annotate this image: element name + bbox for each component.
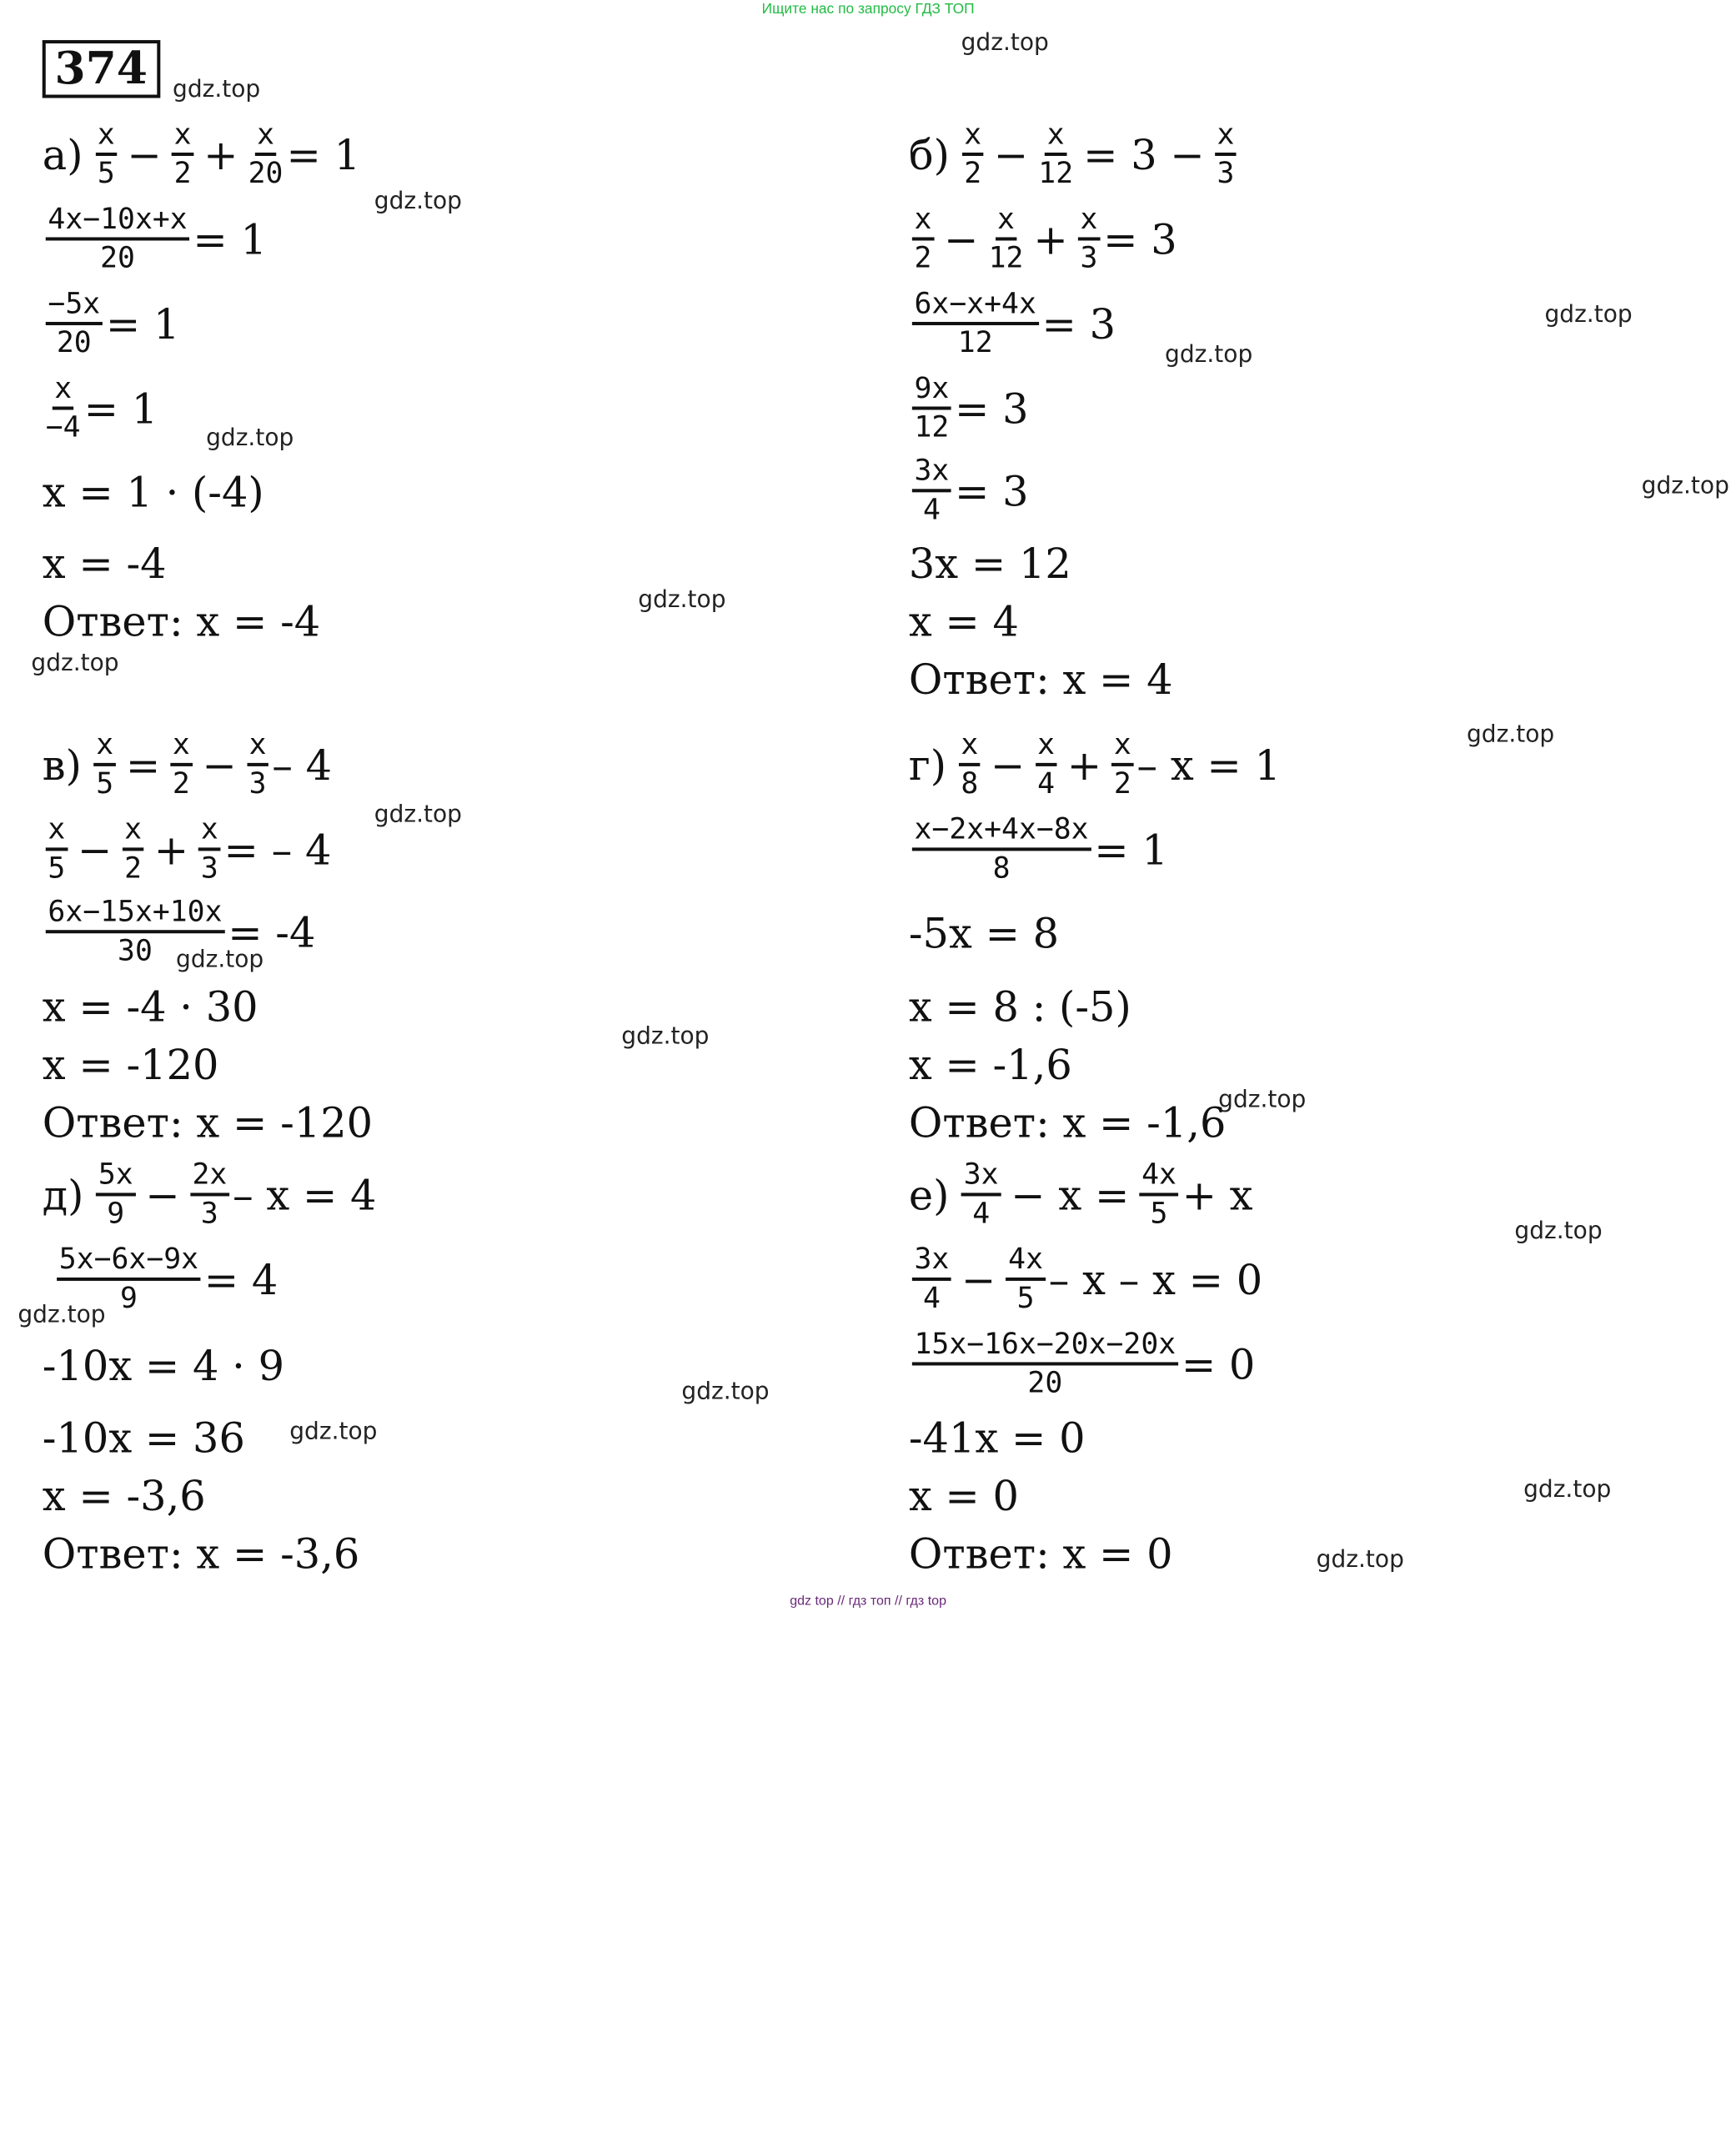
- fraction: $\frac{3x}{4}$: [912, 1245, 951, 1315]
- watermark: gdz.top: [18, 1300, 106, 1328]
- d-eq1: д) $\frac{5x}{9}$ − $\frac{2x}{3}$ – x = 4: [42, 1158, 377, 1232]
- fraction: $\frac{x}{8}$: [959, 731, 981, 801]
- watermark: gdz.top: [638, 585, 726, 613]
- fraction: $\frac{4x}{5}$: [1139, 1161, 1178, 1231]
- a-eq5: x = 1 · (-4): [42, 469, 264, 517]
- v-eq2: $\frac{x}{5}$ − $\frac{x}{2}$ + $\frac{x}{3}$ = – 4: [43, 816, 332, 886]
- fraction: $\frac{4x-10x+x}{20}$: [46, 205, 190, 275]
- a-eq2: $\frac{4x-10x+x}{20}$ = 1: [43, 205, 267, 275]
- fraction: $\frac{x}{2}$: [172, 120, 193, 190]
- a-eq6: x = -4: [42, 540, 167, 589]
- watermark: gdz.top: [206, 424, 294, 451]
- watermark: gdz.top: [374, 187, 462, 214]
- e-eq5: x = 0: [908, 1472, 1019, 1521]
- fraction: $\frac{x}{3}$: [1215, 120, 1237, 190]
- g-eq4: x = 8 : (-5): [908, 983, 1131, 1032]
- top-banner: Ищите нас по запросу ГДЗ ТОП: [761, 0, 975, 18]
- g-eq2: $\frac{x-2x+4x-8x}{8}$ = 1: [909, 816, 1168, 886]
- d-answer: Ответ: x = -3,6: [42, 1530, 360, 1579]
- v-eq5: x = -120: [42, 1041, 219, 1090]
- fraction: $\frac{x}{3}$: [198, 816, 220, 886]
- fraction: $\frac{2x}{3}$: [190, 1161, 229, 1231]
- e-eq1: е) $\frac{3x}{4}$ − x = $\frac{4x}{5}$ + x: [908, 1158, 1253, 1232]
- fraction: $\frac{6x-15x+10x}{30}$: [46, 897, 224, 967]
- part-label: д): [42, 1171, 84, 1220]
- fraction: $\frac{x}{3}$: [247, 731, 268, 801]
- fraction: $\frac{x}{12}$: [988, 203, 1024, 276]
- watermark: gdz.top: [1218, 1086, 1307, 1113]
- part-label: а): [42, 131, 83, 179]
- b-eq6: 3x = 12: [908, 540, 1071, 589]
- fraction: $\frac{x}{5}$: [94, 731, 116, 801]
- watermark: gdz.top: [374, 801, 462, 828]
- fraction: $\frac{-5x}{20}$: [46, 289, 103, 359]
- fraction: $\frac{3x}{4}$: [912, 457, 951, 527]
- watermark: gdz.top: [1641, 472, 1729, 500]
- g-eq5: x = -1,6: [908, 1041, 1072, 1090]
- e-eq4: -41x = 0: [908, 1414, 1086, 1463]
- fraction: $\frac{9x}{12}$: [912, 374, 951, 444]
- watermark: gdz.top: [621, 1022, 710, 1050]
- exercise-number: 374: [43, 40, 160, 98]
- watermark: gdz.top: [289, 1418, 378, 1445]
- e-answer: Ответ: x = 0: [908, 1530, 1173, 1579]
- part-label: е): [908, 1171, 950, 1220]
- v-eq4: x = -4 · 30: [42, 983, 258, 1032]
- v-eq1: в) $\frac{x}{5}$ = $\frac{x}{2}$ − $\frac{x}{3}$ – 4: [42, 728, 333, 801]
- fraction: $\frac{x}{20}$: [248, 118, 283, 191]
- d-eq3: -10x = 4 · 9: [42, 1342, 285, 1390]
- d-eq5: x = -3,6: [42, 1472, 206, 1521]
- v-eq3: $\frac{6x-15x+10x}{30}$ = -4: [43, 897, 316, 967]
- fraction: $\frac{x}{2}$: [962, 120, 984, 190]
- b-answer: Ответ: x = 4: [908, 655, 1173, 705]
- fraction: $\frac{15x-16x-20x-20x}{20}$: [912, 1330, 1178, 1400]
- fraction: $\frac{x}{-4}$: [45, 372, 81, 445]
- part-label: в): [42, 741, 82, 790]
- fraction: $\frac{5x}{9}$: [96, 1161, 135, 1231]
- e-eq3: $\frac{15x-16x-20x-20x}{20}$ = 0: [909, 1330, 1256, 1400]
- fraction: $\frac{3x}{4}$: [961, 1161, 1001, 1231]
- fraction: $\frac{4x}{5}$: [1006, 1245, 1045, 1315]
- fraction: $\frac{x}{2}$: [912, 205, 934, 275]
- watermark: gdz.top: [176, 945, 264, 972]
- watermark: gdz.top: [961, 28, 1049, 56]
- v-answer: Ответ: x = -120: [42, 1099, 374, 1147]
- b-eq1: б) $\frac{x}{2}$ − $\frac{x}{12}$ = 3 − $\frac{x}{3}$: [909, 120, 1240, 190]
- watermark: gdz.top: [1514, 1217, 1603, 1244]
- part-label: г): [908, 741, 947, 790]
- g-eq1: г) $\frac{x}{8}$ − $\frac{x}{4}$ + $\frac{x}{2}$ – x = 1: [908, 728, 1281, 801]
- fraction: $\frac{x}{5}$: [46, 816, 68, 886]
- fraction: $\frac{x}{12}$: [1038, 118, 1074, 191]
- fraction: $\frac{x}{3}$: [1078, 205, 1100, 275]
- fraction: $\frac{6x-x+4x}{12}$: [912, 289, 1039, 359]
- bottom-banner: gdz top // гдз топ // гдз top: [790, 1592, 946, 1609]
- a-eq4: $\frac{x}{-4}$ = 1: [45, 372, 158, 445]
- fraction: $\frac{x}{4}$: [1035, 731, 1056, 801]
- fraction: $\frac{x}{2}$: [170, 731, 192, 801]
- a-eq1: а) $\frac{x}{5}$ − $\frac{x}{2}$ + $\frac{x}{20}$ = 1: [42, 118, 361, 191]
- e-eq2: $\frac{3x}{4}$ − $\frac{4x}{5}$ – x – x = 0: [909, 1245, 1262, 1315]
- a-answer: Ответ: x = -4: [42, 598, 321, 646]
- b-eq3: $\frac{6x-x+4x}{12}$ = 3: [909, 289, 1116, 359]
- g-eq3: -5x = 8: [908, 910, 1060, 958]
- watermark: gdz.top: [1523, 1475, 1612, 1503]
- fraction: $\frac{5x-6x-9x}{9}$: [57, 1245, 201, 1315]
- watermark: gdz.top: [1466, 721, 1555, 748]
- fraction: $\frac{x}{2}$: [1111, 731, 1133, 801]
- watermark: gdz.top: [31, 649, 119, 676]
- watermark: gdz.top: [1544, 300, 1633, 328]
- fraction: $\frac{x}{5}$: [95, 120, 117, 190]
- g-answer: Ответ: x = -1,6: [908, 1099, 1227, 1147]
- d-eq2: $\frac{5x-6x-9x}{9}$ = 4: [53, 1245, 278, 1315]
- b-eq4: $\frac{9x}{12}$ = 3: [909, 374, 1029, 444]
- b-eq5: $\frac{3x}{4}$ = 3: [909, 457, 1029, 527]
- fraction: $\frac{x-2x+4x-8x}{8}$: [912, 816, 1091, 886]
- watermark: gdz.top: [173, 75, 261, 103]
- fraction: $\frac{x}{2}$: [122, 816, 143, 886]
- watermark: gdz.top: [681, 1378, 770, 1405]
- watermark: gdz.top: [1165, 340, 1253, 368]
- b-eq2: $\frac{x}{2}$ − $\frac{x}{12}$ + $\frac{x}{3}$ = 3: [909, 205, 1177, 275]
- part-label: б): [908, 131, 950, 179]
- a-eq3: $\frac{-5x}{20}$ = 1: [43, 289, 180, 359]
- watermark: gdz.top: [1316, 1545, 1404, 1573]
- d-eq4: -10x = 36: [42, 1414, 245, 1463]
- b-eq7: x = 4: [908, 598, 1019, 646]
